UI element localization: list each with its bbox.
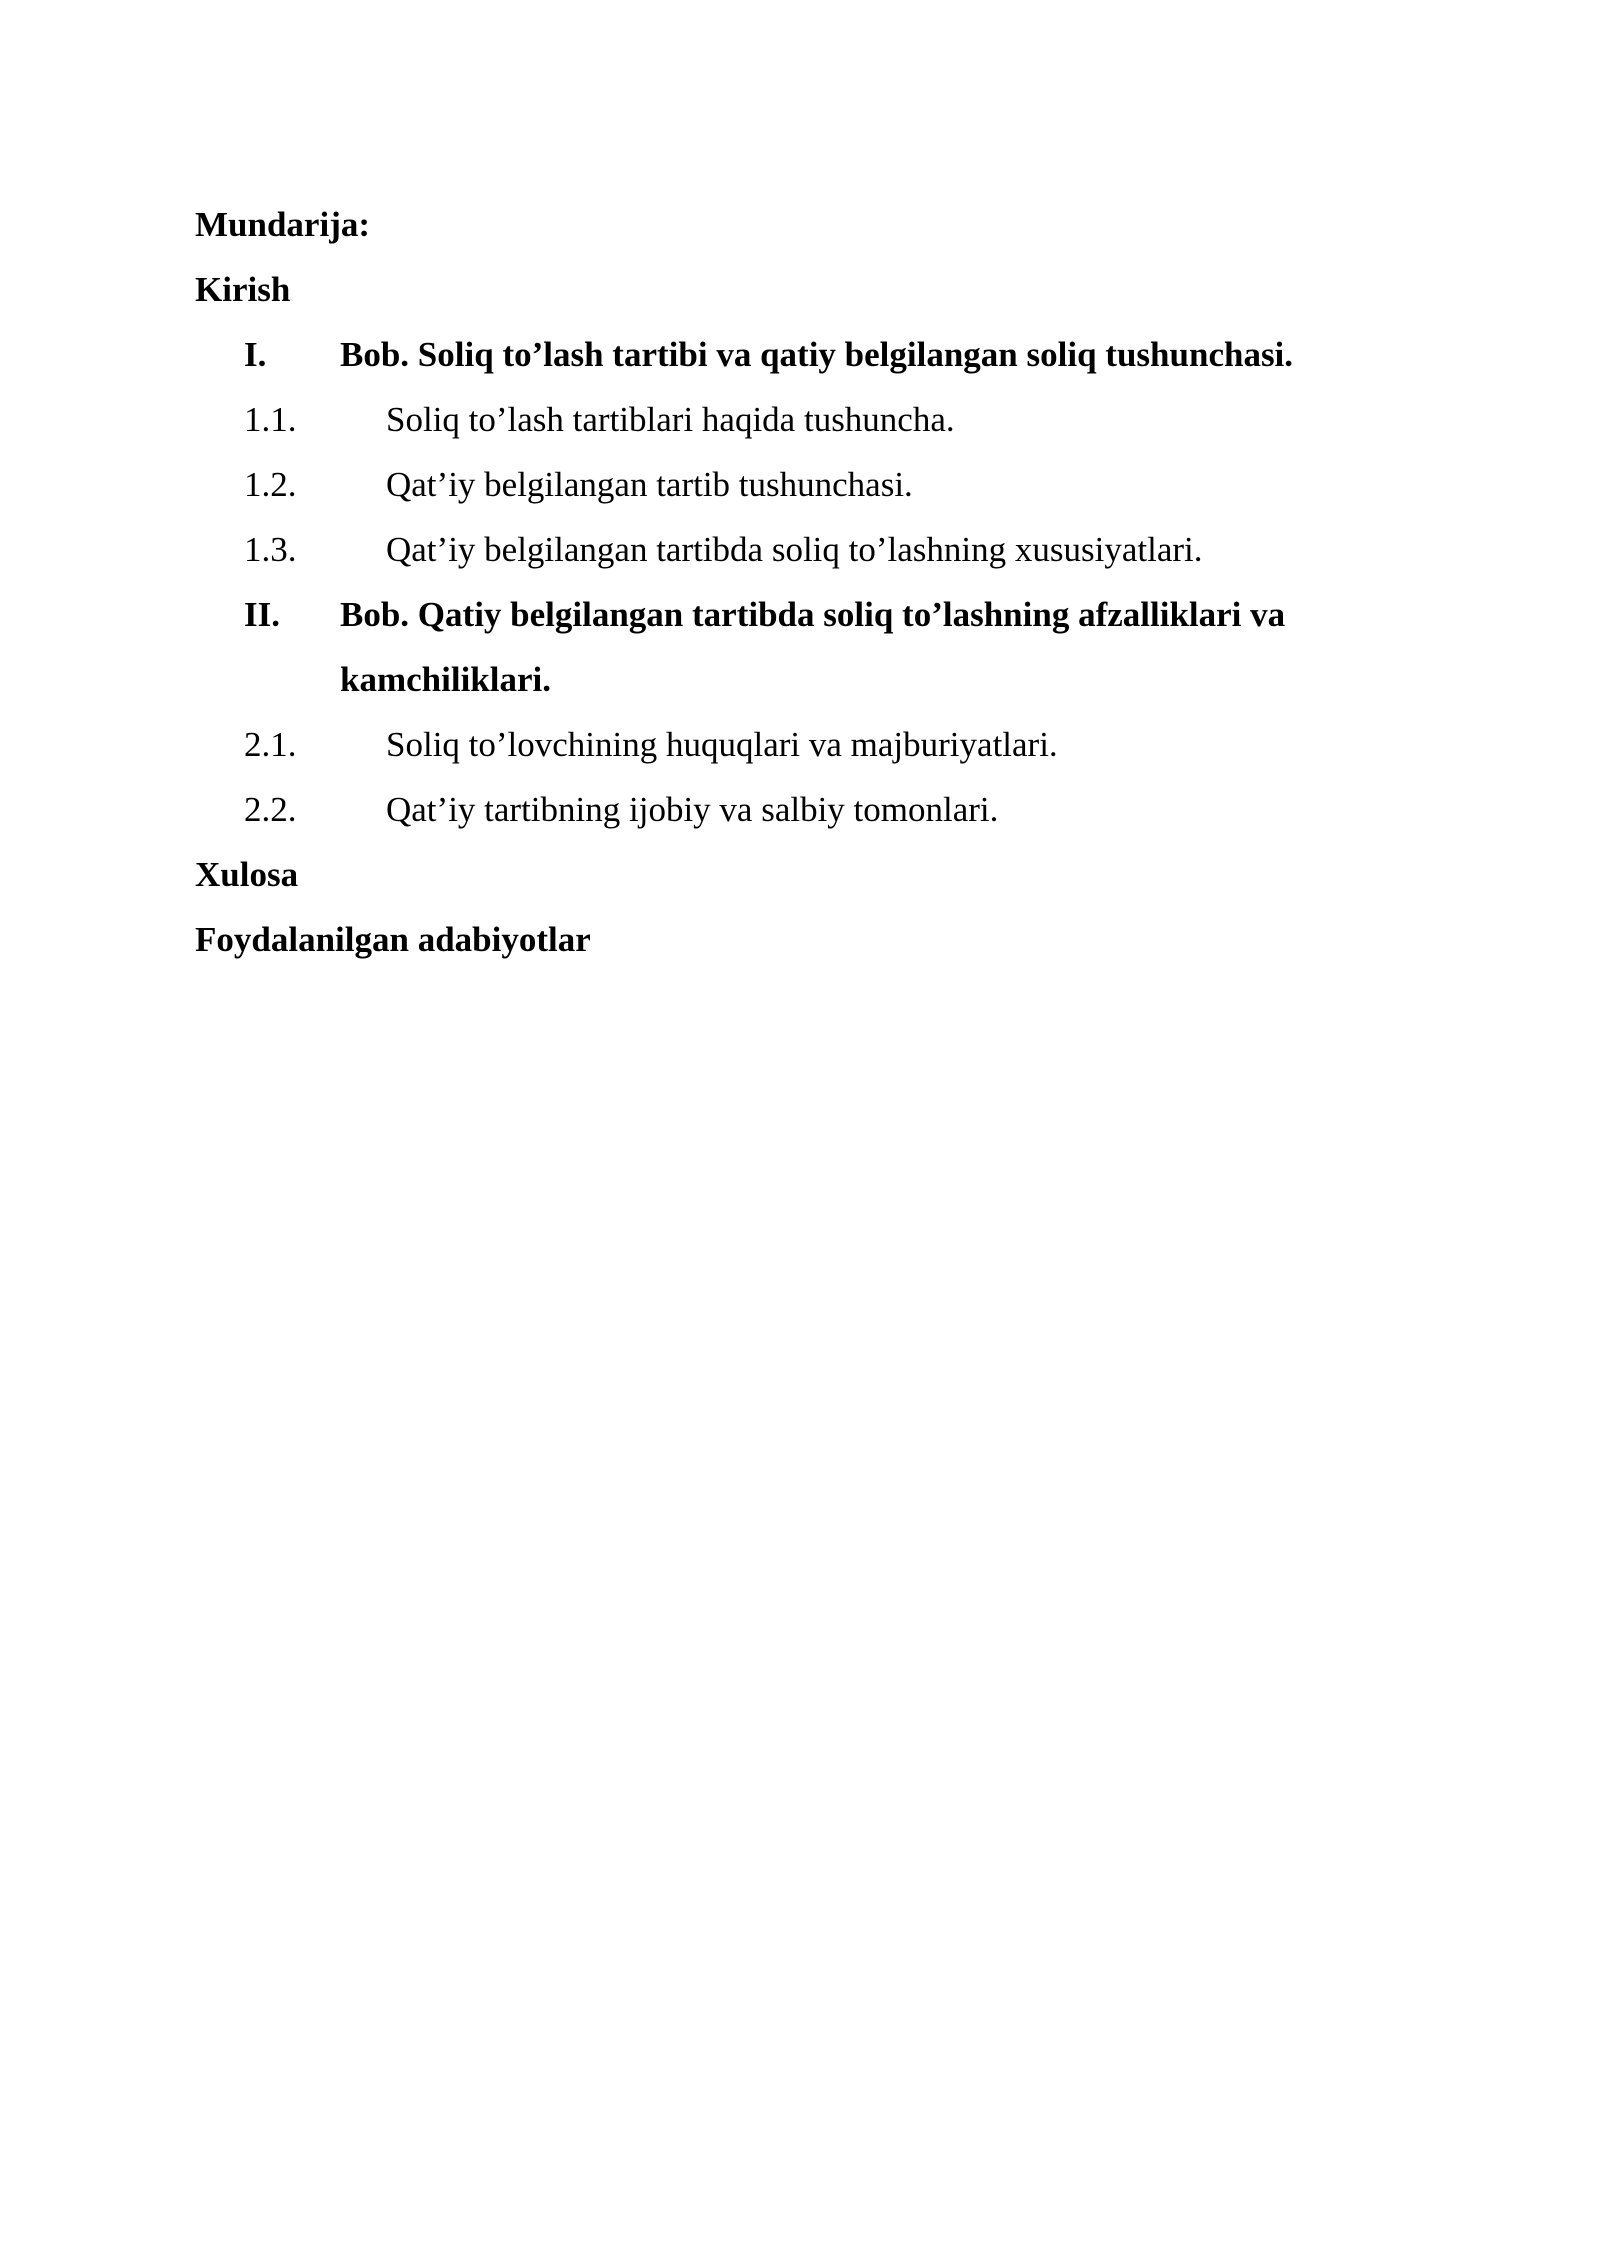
- chapter-1-number: I.: [244, 335, 267, 374]
- section-1-1-number: 1.1.: [244, 400, 297, 439]
- section-2-1-title: Soliq to’lovchining huquqlari va majburiyatlari.: [386, 725, 1058, 764]
- chapter-2-number: II.: [244, 595, 280, 634]
- chapter-2-line: [195, 582, 1435, 712]
- section-2-2-number: 2.2.: [244, 790, 297, 829]
- section-1-2-number: 1.2.: [244, 465, 297, 504]
- section-1-1-title: Soliq to’lash tartiblari haqida tushuncha.: [386, 400, 955, 439]
- chapter-1-title: Bob. Soliq to’lash tartibi va qatiy belgilangan soliq tushunchasi.: [340, 335, 1294, 374]
- table-of-contents: [195, 192, 1435, 972]
- section-2-1-line: [195, 712, 1435, 777]
- section-1-2-title: Qat’iy belgilangan tartib tushunchasi.: [386, 465, 913, 504]
- toc-references: Foydalanilgan adabiyotlar: [195, 920, 591, 959]
- section-2-2-line: [195, 777, 1435, 842]
- toc-references-line: [195, 907, 1435, 972]
- toc-conclusion-line: [195, 842, 1435, 907]
- toc-title-line: [195, 192, 1435, 257]
- toc-conclusion: Xulosa: [195, 855, 299, 894]
- section-1-3-title: Qat’iy belgilangan tartibda soliq to’lashning xususiyatlari.: [386, 530, 1203, 569]
- chapter-1-line: [195, 322, 1435, 387]
- chapter-2-title: Bob. Qatiy belgilangan tartibda soliq to’lashning afzalliklari va kamchiliklari.: [340, 595, 1286, 699]
- toc-title: Mundarija:: [195, 205, 370, 244]
- section-1-3-number: 1.3.: [244, 530, 297, 569]
- toc-intro: Kirish: [195, 270, 291, 309]
- section-1-1-line: [195, 387, 1435, 452]
- section-1-3-line: [195, 517, 1435, 582]
- section-2-1-number: 2.1.: [244, 725, 297, 764]
- section-2-2-title: Qat’iy tartibning ijobiy va salbiy tomonlari.: [386, 790, 999, 829]
- toc-intro-line: [195, 257, 1435, 322]
- section-1-2-line: [195, 452, 1435, 517]
